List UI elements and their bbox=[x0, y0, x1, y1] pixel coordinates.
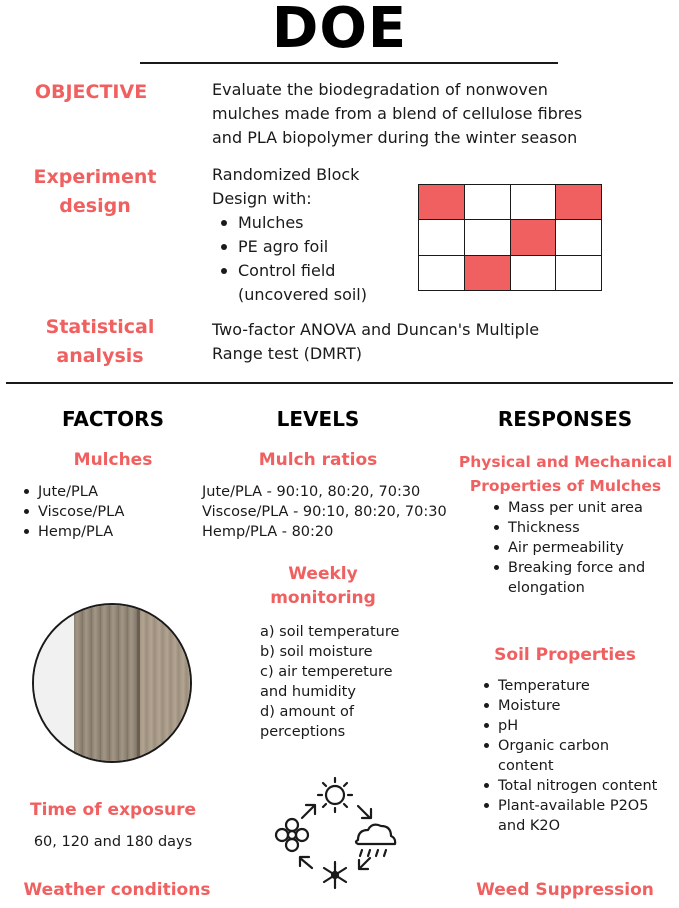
grid-cell-empty bbox=[555, 219, 602, 255]
soil-property-item: Temperature bbox=[478, 676, 668, 696]
experiment-design-label: Experiment design bbox=[33, 166, 157, 217]
cycle-arrows bbox=[300, 805, 371, 869]
mulch-ratio-item: Hemp/PLA - 80:20 bbox=[202, 524, 334, 540]
physical-mechanical-label: Physical and Mechanical Properties of Mulches bbox=[458, 453, 673, 495]
soil-property-item: Total nitrogen content bbox=[478, 776, 668, 796]
soil-properties-list bbox=[478, 676, 668, 836]
monitoring-item: a) soil temperature bbox=[260, 624, 400, 640]
grid-cell-empty bbox=[510, 184, 557, 220]
soil-property-item: pH bbox=[478, 716, 668, 736]
monitoring-item: d) amount of perceptions bbox=[260, 704, 355, 740]
mulches-label: Mulches bbox=[73, 450, 153, 470]
grid-cell-filled bbox=[555, 184, 602, 220]
mulch-ratio-item: Jute/PLA - 90:10, 80:20, 70:30 bbox=[202, 484, 421, 500]
experiment-block bbox=[212, 163, 382, 307]
soil-property-item: Plant-available P2O5 and K2O bbox=[478, 796, 668, 836]
sun-icon bbox=[318, 778, 352, 812]
monitoring-item: c) air tempereture and humidity bbox=[260, 664, 393, 700]
experiment-item: Mulches bbox=[212, 211, 382, 235]
statistical-analysis-text: Two-factor ANOVA and Duncan's Multiple Range test (DMRT) bbox=[212, 320, 540, 363]
flower-icon bbox=[276, 819, 308, 851]
physical-property-item: Air permeability bbox=[488, 538, 673, 558]
levels-heading: LEVELS bbox=[276, 407, 360, 431]
page-title: DOE bbox=[271, 0, 408, 61]
physical-property-item: Thickness bbox=[488, 518, 673, 538]
grid-cell-empty bbox=[418, 219, 465, 255]
soil-properties-label: Soil Properties bbox=[494, 645, 636, 665]
monitoring-item: b) soil moisture bbox=[260, 644, 373, 660]
grid-cell-empty bbox=[464, 219, 511, 255]
mulch-ratios-label: Mulch ratios bbox=[258, 450, 378, 470]
grid-cell-filled bbox=[418, 184, 465, 220]
experiment-item: PE agro foil bbox=[212, 235, 382, 259]
grid-cell-empty bbox=[464, 184, 511, 220]
mulch-item: Viscose/PLA bbox=[18, 502, 198, 522]
mulch-item: Hemp/PLA bbox=[18, 522, 198, 542]
experiment-list bbox=[212, 211, 382, 307]
grid-cell-empty bbox=[418, 255, 465, 291]
objective-label: OBJECTIVE bbox=[34, 81, 148, 103]
time-of-exposure-value: 60, 120 and 180 days bbox=[33, 834, 193, 850]
soil-property-item: Moisture bbox=[478, 696, 668, 716]
weekly-monitoring-list bbox=[260, 622, 410, 742]
section-divider bbox=[6, 382, 673, 384]
mulch-sample-photo bbox=[32, 603, 192, 763]
physical-property-item: Mass per unit area bbox=[488, 498, 673, 518]
grid-cell-filled bbox=[510, 219, 557, 255]
statistical-analysis-label: Statistical analysis bbox=[45, 316, 155, 367]
randomized-block-grid bbox=[418, 184, 601, 290]
soil-property-item: Organic carbon content bbox=[478, 736, 668, 776]
rain-cloud-icon bbox=[356, 825, 395, 856]
mulch-ratios-list bbox=[202, 482, 452, 542]
physical-property-item: Breaking force and elongation bbox=[488, 558, 673, 598]
mulches-list bbox=[18, 482, 198, 542]
mulch-ratio-item: Viscose/PLA - 90:10, 80:20, 70:30 bbox=[202, 504, 447, 520]
title-underline bbox=[140, 62, 558, 64]
objective-text: Evaluate the biodegradation of nonwoven mulches made from a blend of cellulose fibres and PLA biopolymer during the winter season bbox=[212, 80, 583, 147]
experiment-item: Control field (uncovered soil) bbox=[212, 259, 382, 307]
grid-cell-empty bbox=[510, 255, 557, 291]
mulch-item: Jute/PLA bbox=[18, 482, 198, 502]
experiment-intro: Randomized Block Design with: bbox=[212, 165, 360, 208]
physical-properties-list bbox=[488, 498, 673, 598]
weed-suppression-label: Weed Suppression bbox=[476, 880, 654, 900]
responses-heading: RESPONSES bbox=[497, 407, 633, 431]
grid-cell-empty bbox=[555, 255, 602, 291]
weather-conditions-label: Weather conditions bbox=[23, 880, 211, 900]
weekly-monitoring-label: Weekly monitoring bbox=[270, 564, 376, 608]
snowflake-icon bbox=[324, 862, 346, 888]
factors-heading: FACTORS bbox=[62, 407, 164, 431]
weather-cycle-icon bbox=[270, 770, 400, 895]
time-of-exposure-label: Time of exposure bbox=[29, 800, 197, 820]
grid-cell-filled bbox=[464, 255, 511, 291]
